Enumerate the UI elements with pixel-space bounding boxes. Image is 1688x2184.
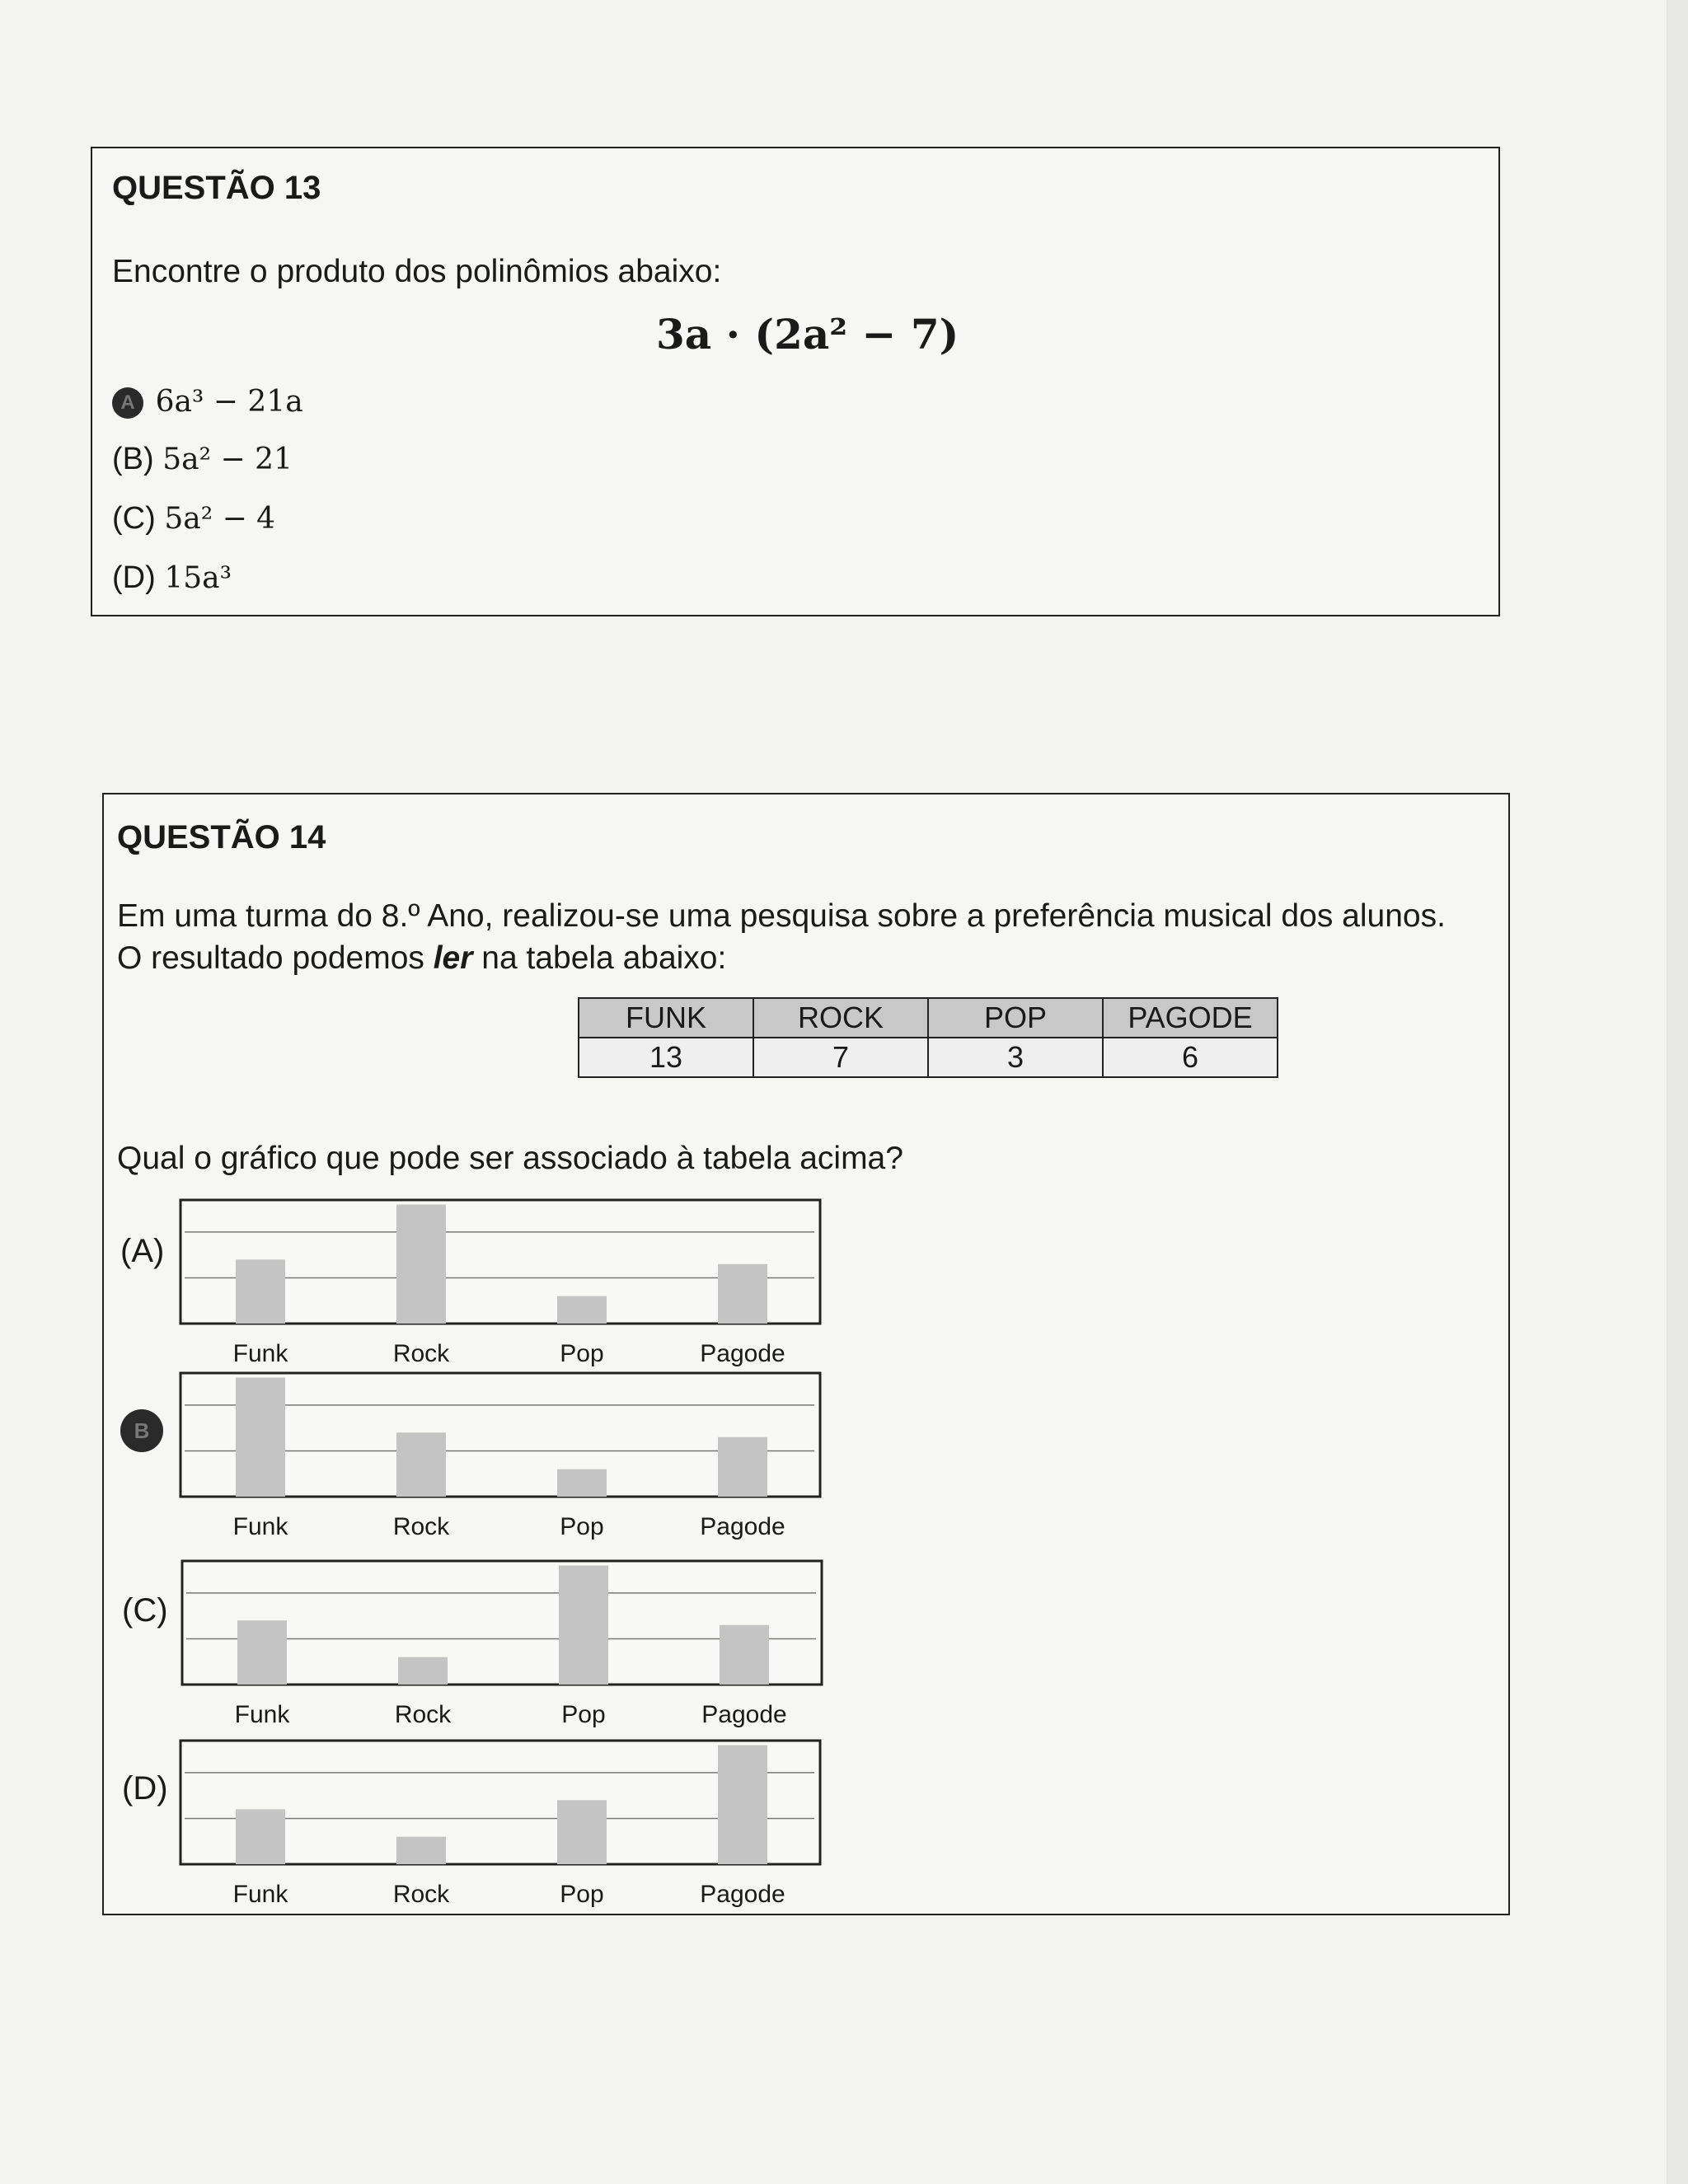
bar-pagode	[720, 1625, 769, 1685]
scan-edge	[1667, 0, 1688, 2184]
option-b-value: 5a² − 21	[162, 443, 293, 476]
question-13-expression: 3a · (2a² − 7)	[656, 310, 959, 359]
bar-chart-option-c	[181, 1559, 824, 1749]
category-label: Pagode	[700, 1340, 785, 1367]
category-label: Rock	[392, 1513, 450, 1540]
bar-rock	[396, 1205, 446, 1324]
marked-answer-icon: A	[112, 387, 143, 419]
bar-chart-option-a	[180, 1198, 823, 1388]
table-cell: 7	[753, 1038, 928, 1077]
option-b-label: (B)	[112, 442, 154, 476]
question-14-prompt	[117, 895, 1446, 979]
table-header: PAGODE	[1103, 998, 1278, 1038]
category-label: Rock	[394, 1701, 452, 1728]
table-cell: 6	[1103, 1038, 1278, 1077]
option-d-label: (D)	[112, 560, 156, 595]
chart-option-a-label[interactable]: (A)	[120, 1233, 165, 1269]
chart-option-d-label[interactable]: (D)	[122, 1770, 168, 1807]
table-cell: 3	[928, 1038, 1103, 1077]
question-13-title: QUESTÃO 13	[112, 170, 321, 206]
category-label: Pop	[561, 1701, 606, 1728]
bar-rock	[396, 1837, 446, 1864]
bar-pop	[557, 1800, 607, 1864]
option-a[interactable]	[112, 384, 303, 419]
option-d-value: 15a³	[164, 561, 232, 595]
bar-funk	[236, 1809, 285, 1864]
category-label: Rock	[392, 1881, 450, 1908]
question-13-box	[91, 147, 1500, 616]
bar-pop	[559, 1566, 608, 1685]
option-b[interactable]	[112, 442, 293, 477]
table-header: POP	[928, 998, 1103, 1038]
category-label: Pop	[560, 1513, 604, 1540]
question-14-title: QUESTÃO 14	[117, 819, 326, 855]
category-label: Funk	[234, 1701, 290, 1728]
bar-funk	[236, 1378, 285, 1497]
music-preference-table	[578, 997, 1278, 1078]
category-label: Pop	[560, 1881, 604, 1908]
chart-option-c-label[interactable]: (C)	[122, 1592, 168, 1629]
option-c-label: (C)	[112, 501, 156, 536]
bar-funk	[236, 1259, 285, 1324]
category-label: Rock	[392, 1340, 450, 1367]
bar-funk	[237, 1620, 287, 1685]
category-label: Pagode	[700, 1881, 785, 1908]
table-header: FUNK	[579, 998, 753, 1038]
category-label: Pagode	[700, 1513, 785, 1540]
bar-rock	[398, 1657, 448, 1685]
question-14-box	[102, 793, 1510, 1915]
bar-pop	[557, 1469, 607, 1497]
category-label: Funk	[232, 1513, 288, 1540]
question-14-question: Qual o gráfico que pode ser associado à tabela acima?	[117, 1141, 903, 1176]
bar-rock	[396, 1432, 446, 1497]
bar-chart-option-d	[180, 1739, 823, 1929]
marked-answer-icon[interactable]: B	[120, 1409, 163, 1452]
table-cell: 13	[579, 1038, 753, 1077]
category-label: Funk	[232, 1881, 288, 1908]
bar-chart-option-b	[180, 1371, 823, 1561]
bar-pagode	[718, 1746, 767, 1864]
option-c[interactable]	[112, 501, 275, 537]
category-label: Pop	[560, 1340, 604, 1367]
question-14-prompt-line1: Em uma turma do 8.º Ano, realizou-se uma pesquisa sobre a preferência musical dos alunos.	[117, 898, 1446, 934]
bar-pop	[557, 1296, 607, 1324]
category-label: Funk	[232, 1340, 288, 1367]
option-d[interactable]	[112, 560, 232, 596]
option-a-value: 6a³ − 21a	[155, 385, 303, 419]
category-label: Pagode	[701, 1701, 787, 1728]
table-header: ROCK	[753, 998, 928, 1038]
bar-pagode	[718, 1437, 767, 1497]
bar-pagode	[718, 1264, 767, 1324]
question-13-prompt: Encontre o produto dos polinômios abaixo:	[112, 254, 722, 289]
option-c-value: 5a² − 4	[164, 502, 276, 536]
question-14-prompt-line2: O resultado podemos ler na tabela abaixo:	[117, 940, 727, 976]
